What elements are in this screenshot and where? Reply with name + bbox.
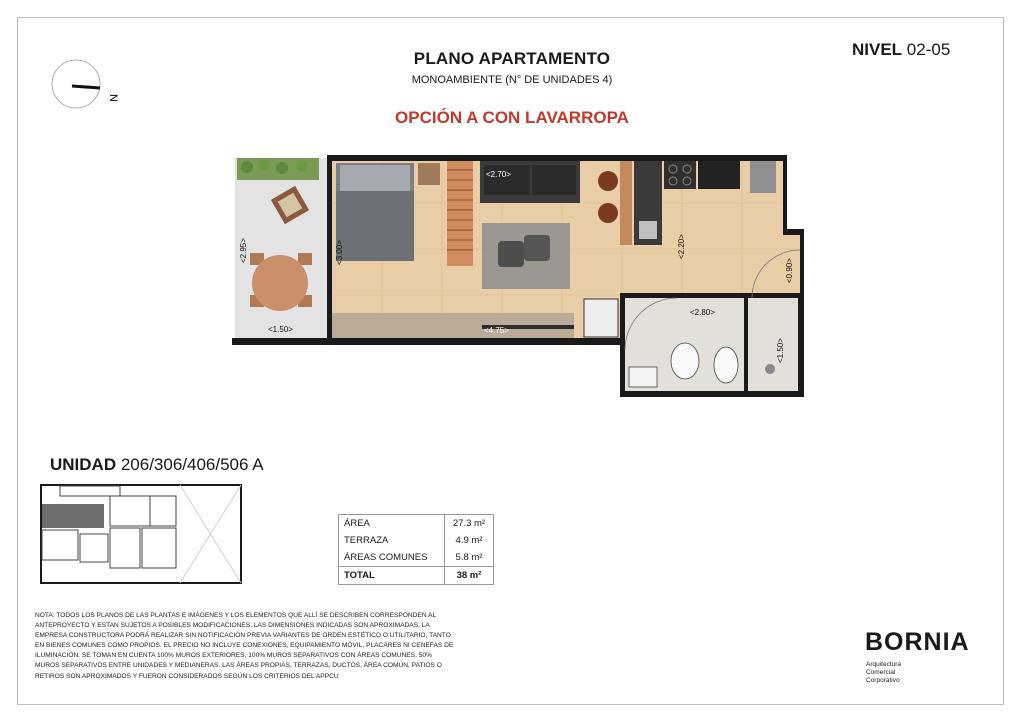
key-plan [40, 484, 242, 584]
brand-line: Arquitectura [866, 661, 902, 668]
dim-living-width: <2.70> [486, 170, 511, 179]
floor-plan [232, 155, 804, 397]
dim-room-length: <4.75> [484, 326, 509, 335]
dim-terrace-depth: <2.95> [239, 238, 248, 263]
brand-logo: BORNIA [865, 628, 970, 656]
terrace-value: 4.9 m² [445, 532, 494, 549]
north-arrow-icon [50, 62, 119, 114]
unit-label: UNIDAD [50, 455, 117, 474]
brand-line: Comercial [866, 669, 896, 676]
page-subtitle: MONOAMBIENTE (N° DE UNIDADES 4) [411, 74, 613, 86]
table-row-total [339, 567, 494, 585]
area-value: 27.3 m² [445, 515, 494, 533]
planter-icon [237, 158, 319, 180]
bed-icon [336, 163, 414, 261]
sofa-icon [480, 161, 580, 203]
bidet-icon [714, 347, 738, 383]
north-label: N [107, 94, 119, 102]
table-row [339, 549, 494, 567]
toilet-icon [671, 343, 699, 379]
common-areas-label: ÁREAS COMUNES [339, 549, 445, 567]
areas-table [338, 514, 494, 585]
level-indicator [852, 40, 950, 60]
unit-value: 206/306/406/506 A [120, 455, 264, 474]
round-table-icon [250, 253, 312, 311]
table-row [339, 532, 494, 549]
table-row [339, 515, 494, 533]
area-label: ÁREA [339, 515, 445, 533]
shower-drain-icon [765, 364, 775, 374]
terrace-label: TERRAZA [339, 532, 445, 549]
ottoman-icon [498, 241, 524, 267]
level-label: NIVEL [852, 40, 903, 59]
shower-floor [748, 298, 798, 391]
ottoman-icon [524, 235, 550, 261]
nightstand-icon [418, 163, 440, 185]
stairs-icon [447, 160, 473, 266]
option-title: OPCIÓN A CON LAVARROPA [395, 108, 629, 127]
unit-indicator [50, 455, 264, 475]
terrace-floor [235, 158, 327, 338]
brand-tagline [866, 661, 946, 685]
brand-line: Corporativo [866, 677, 900, 684]
dim-kitchen-depth: <2.20> [677, 234, 686, 259]
washing-machine-icon [584, 299, 618, 337]
unit-highlight [42, 504, 104, 528]
disclaimer-note: NOTA: TODOS LOS PLANOS DE LAS PLANTAS E IMÁGENES Y LOS ELEMENTOS QUE ALLÍ SE DESCRIBEN CORRESPONDEN AL ANTEPROYECTO Y ESTAN SUJETOS A POSIBLES MODIFICACIONES. LAS DIMENSIONES INDICADAS SON APROXIMADAS, LA EMPRESA CONSTRUCTORA PODRÁ REALIZAR SIN NOTIFICACIÓN PREVIA VARIANTES DE ORDEN ESTÉTICO O UTILITARIO, TANTO EN BIENES COMUNES COMO PROPIOS. EL PRECIO NO INCLUYE CONEXIONES, EQUIPAMIENTO MÓVIL, PLACARES NI CENEFAS DE ILUMINACIÓN. SE TOMAN EN CUENTA 100% MUROS EXTERIORES, 100% MUROS SEPARATIVOS CON ÁREAS COMUNES, 50% MUROS SEPARATIVOS ENTRE UNIDADES Y MEDIANERAS. LAS ÁREAS PROPIAS, TERRAZAS, DUCTOS, ÁREA COMÚN, PATIOS O RETIROS SON APROXIMADOS Y FUERON CONSIDERADOS SEGÚN LOS CRITERIOS DEL APPCU [35, 612, 454, 680]
dim-bath-width: <2.80> [690, 308, 715, 317]
dim-room-depth: <3.00> [335, 240, 344, 265]
dim-shower-depth: <1.50> [776, 338, 785, 363]
level-value: 02-05 [906, 40, 951, 59]
sink-icon [629, 367, 657, 387]
dim-terrace-width: <1.50> [268, 325, 293, 334]
dim-door-width: <0.90> [785, 258, 794, 283]
page-title: PLANO APARTAMENTO [413, 49, 611, 68]
total-value: 38 m² [445, 567, 494, 585]
common-areas-value: 5.8 m² [445, 549, 494, 567]
total-label: TOTAL [339, 567, 445, 585]
